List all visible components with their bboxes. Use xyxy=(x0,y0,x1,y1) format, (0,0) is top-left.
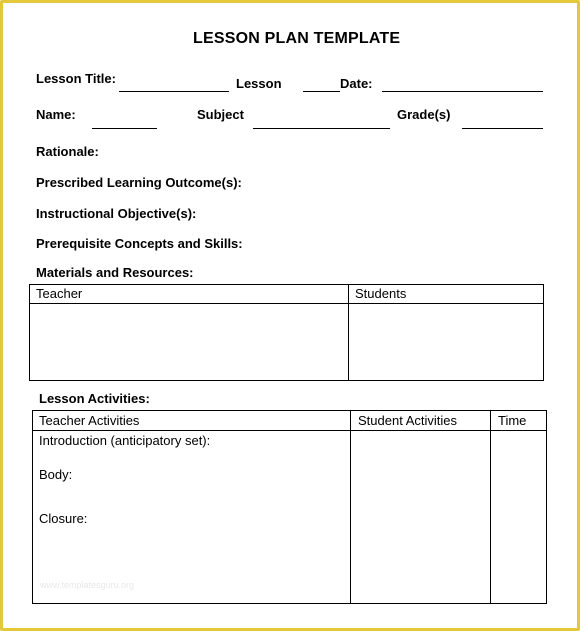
time-cell[interactable] xyxy=(492,432,546,602)
grades-field[interactable] xyxy=(462,128,543,129)
activities-table xyxy=(32,410,547,604)
subject-field[interactable] xyxy=(253,128,390,129)
outcomes-label: Prescribed Learning Outcome(s): xyxy=(36,175,242,190)
subject-label: Subject xyxy=(197,107,244,122)
materials-header-students: Students xyxy=(355,286,407,301)
activities-label: Lesson Activities: xyxy=(39,391,150,406)
activities-column-divider-2 xyxy=(490,411,491,603)
activities-header-students: Student Activities xyxy=(358,413,457,428)
activities-header-divider xyxy=(33,430,546,431)
objectives-label: Instructional Objective(s): xyxy=(36,206,197,221)
lesson-field[interactable] xyxy=(303,91,340,92)
body-label: Body: xyxy=(39,467,73,482)
materials-label: Materials and Resources: xyxy=(36,265,194,280)
materials-students-cell[interactable] xyxy=(350,305,542,379)
lesson-label: Lesson xyxy=(236,76,282,91)
closure-label: Closure: xyxy=(39,511,88,526)
materials-header-divider xyxy=(30,303,543,304)
materials-teacher-cell[interactable] xyxy=(31,305,347,379)
activities-header-time: Time xyxy=(498,413,527,428)
materials-header-teacher: Teacher xyxy=(36,286,83,301)
student-activities-cell[interactable] xyxy=(352,432,489,602)
date-label: Date: xyxy=(340,76,373,91)
prerequisites-label: Prerequisite Concepts and Skills: xyxy=(36,236,243,251)
date-field[interactable] xyxy=(382,91,543,92)
grades-label: Grade(s) xyxy=(397,107,451,122)
document-title: LESSON PLAN TEMPLATE xyxy=(193,30,401,47)
lesson-title-field[interactable] xyxy=(119,91,229,92)
name-field[interactable] xyxy=(92,128,157,129)
introduction-label: Introduction (anticipatory set): xyxy=(39,433,211,448)
name-label: Name: xyxy=(36,107,76,122)
lesson-title-label: Lesson Title: xyxy=(36,71,116,86)
materials-table xyxy=(29,284,544,381)
activities-column-divider-1 xyxy=(350,411,351,603)
materials-column-divider xyxy=(348,285,349,380)
activities-header-teacher: Teacher Activities xyxy=(39,413,140,428)
rationale-label: Rationale: xyxy=(36,144,99,159)
watermark-text: www.templatesguru.org xyxy=(40,580,135,590)
